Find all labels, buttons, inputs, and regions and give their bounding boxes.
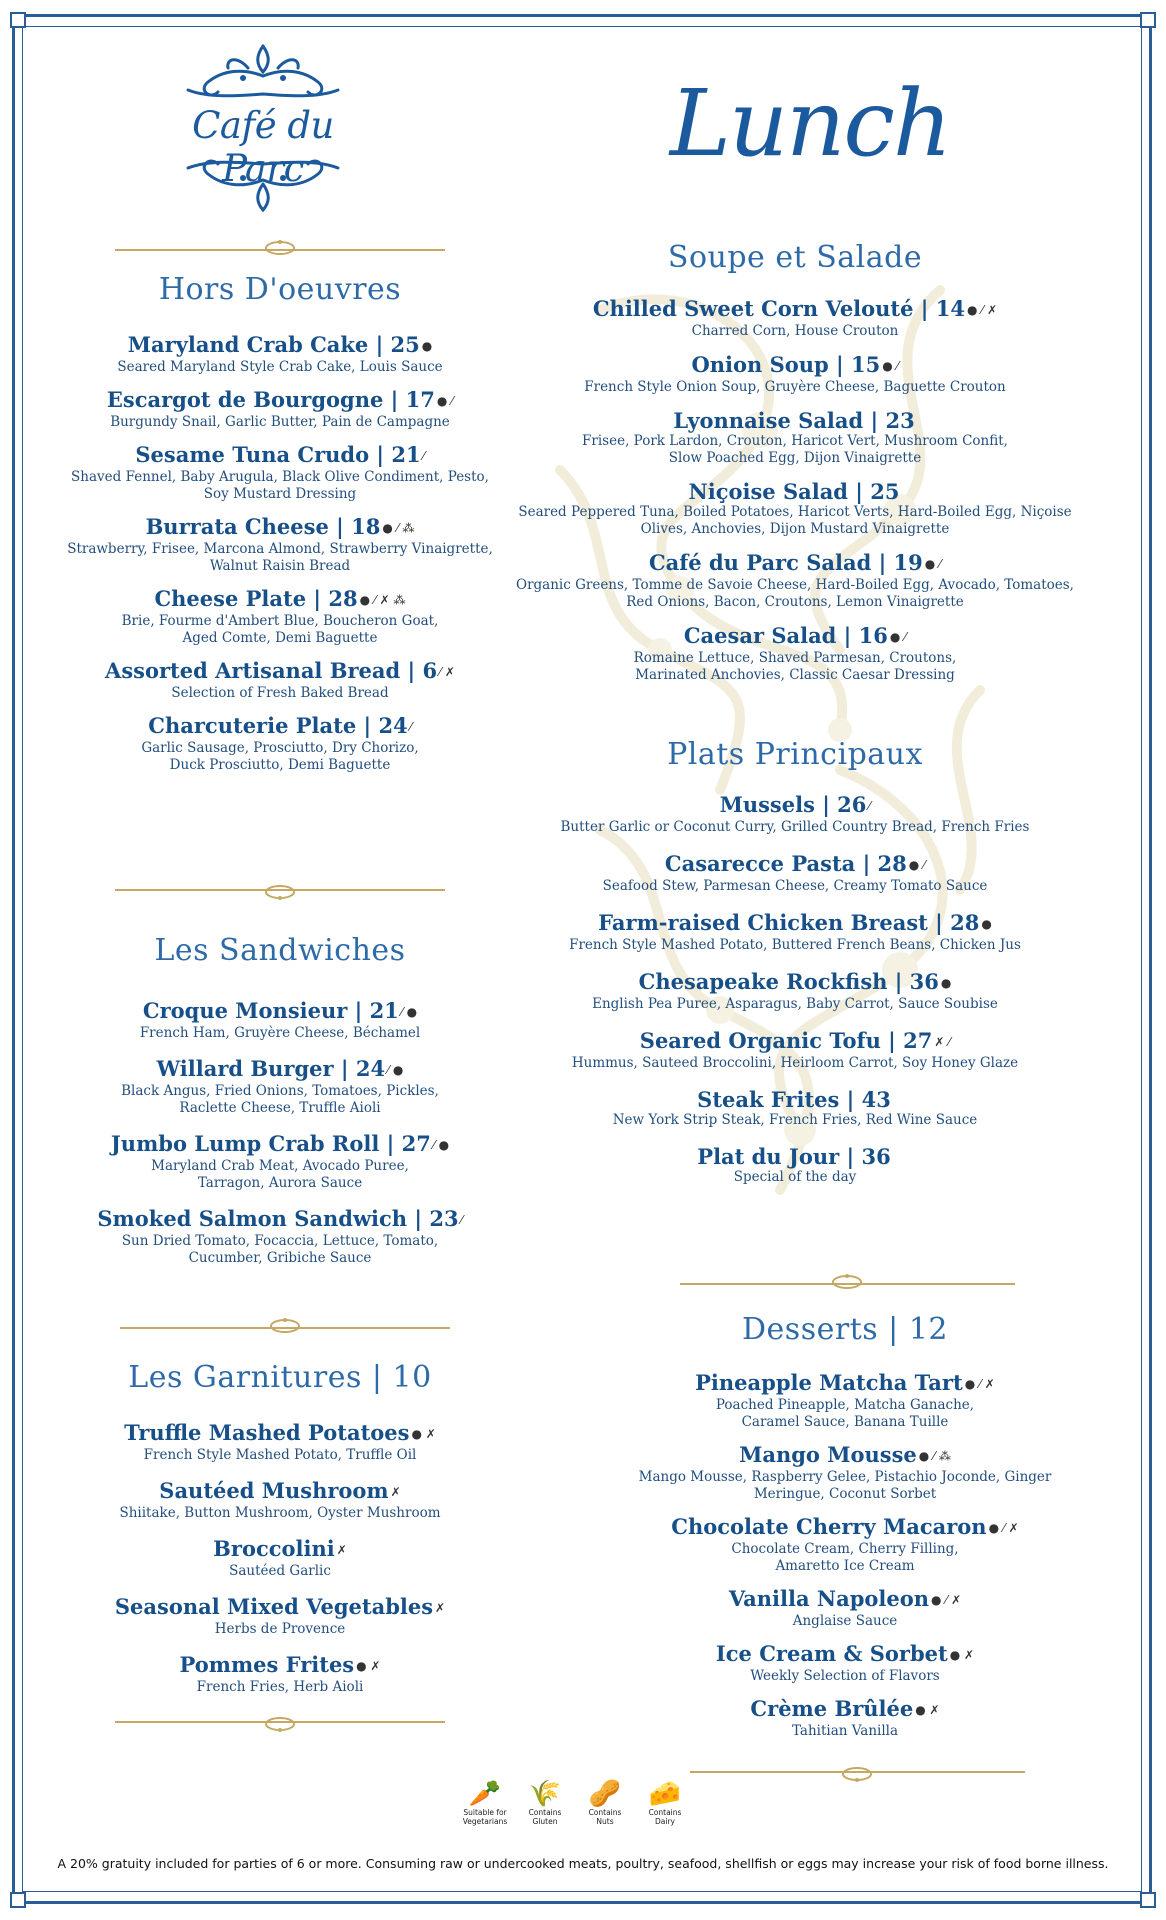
- menu-item: [580, 1370, 1110, 1431]
- divider: [115, 238, 445, 258]
- item-name: Seasonal Mixed Vegetables: [114, 1594, 434, 1619]
- item-description-line2: Marinated Anchovies, Classic Caesar Dressing: [635, 667, 955, 683]
- allergen-icons: ⁄: [460, 1213, 463, 1227]
- allergen-icons: ● ⁄: [908, 858, 926, 872]
- plats-list: [500, 792, 1090, 1201]
- allergen-icons: ● ⁄: [882, 359, 899, 373]
- allergen-icons: ● ⁄ ⁂: [382, 521, 415, 535]
- item-name: Assorted Artisanal Bread | 6: [105, 658, 438, 683]
- allergen-icons: ⁄ ●: [432, 1138, 450, 1152]
- item-description-line2: Cucumber, Gribiche Sauce: [188, 1250, 372, 1266]
- item-description: French Ham, Gruyère Cheese, Béchamel: [139, 1025, 421, 1041]
- item-name: Croque Monsieur | 21: [142, 998, 399, 1023]
- item-description-line2: Caramel Sauce, Banana Tuille: [741, 1414, 949, 1430]
- allergen-icons: ⁄: [868, 799, 871, 813]
- allergen-icons: ●: [940, 976, 952, 990]
- menu-item: [500, 479, 1090, 538]
- menu-title: Lunch: [669, 70, 951, 177]
- allergen-icons: ● ⁄: [924, 557, 942, 571]
- allergen-icons: ● ⁄: [889, 630, 907, 644]
- item-description-line2: Slow Poached Egg, Dijon Vinaigrette: [668, 450, 922, 466]
- menu-item: [500, 1028, 1090, 1072]
- menu-item: [500, 792, 1090, 836]
- menu-item: [500, 969, 1090, 1013]
- divider: [115, 880, 445, 900]
- divider: [120, 1316, 450, 1336]
- item-description: Chocolate Cream, Cherry Filling,: [731, 1541, 959, 1557]
- item-description: Maryland Crab Meat, Avocado Puree,: [151, 1158, 409, 1174]
- menu-item: [580, 1442, 1110, 1503]
- allergen-icons: ●: [421, 339, 433, 353]
- menu-item: [500, 1144, 1090, 1186]
- menu-item: [40, 1206, 520, 1267]
- allergen-icons: ⁄ ●: [387, 1063, 404, 1077]
- menu-item: [40, 713, 520, 774]
- allergen-icons: ⁄ ✗: [439, 665, 455, 679]
- legend-label: Nuts: [596, 1817, 614, 1826]
- allergen-icons: ⁄: [409, 720, 412, 734]
- legend-label: Suitable for: [463, 1808, 507, 1817]
- item-name: Plat du Jour | 36: [697, 1144, 891, 1169]
- item-description-line2: Soy Mustard Dressing: [203, 486, 357, 502]
- allergen-icons: ● ⁄ ✗: [988, 1521, 1019, 1535]
- item-description: French Style Onion Soup, Gruyère Cheese, Baguette Crouton: [584, 379, 1006, 395]
- corner-ornament: [1140, 12, 1156, 28]
- menu-item: [40, 1131, 520, 1192]
- item-description: Shiitake, Button Mushroom, Oyster Mushroom: [119, 1505, 441, 1521]
- item-description: Charred Corn, House Crouton: [691, 323, 899, 339]
- legend-item: [455, 1780, 515, 1826]
- item-description: Frisee, Pork Lardon, Crouton, Haricot Vert, Mushroom Confit,: [582, 433, 1008, 449]
- allergen-icons: ⁄ ●: [400, 1005, 418, 1019]
- item-description: French Style Mashed Potato, Buttered French Beans, Chicken Jus: [569, 937, 1021, 953]
- menu-item: [500, 296, 1090, 340]
- menu-item: [40, 1478, 520, 1522]
- section-title-hors: Hors D'oeuvres: [158, 272, 402, 307]
- item-name: Lyonnaise Salad | 23: [673, 408, 915, 433]
- section-title-desserts: Desserts | 12: [742, 1312, 948, 1347]
- menu-item: [40, 586, 520, 647]
- item-name: Farm-raised Chicken Breast | 28: [598, 910, 980, 935]
- item-name: Casarecce Pasta | 28: [664, 851, 907, 876]
- menu-item: [580, 1696, 1110, 1740]
- item-description: Hummus, Sauteed Broccolini, Heirloom Carrot, Soy Honey Glaze: [571, 1055, 1019, 1071]
- item-name: Smoked Salmon Sandwich | 23: [97, 1206, 459, 1231]
- allergen-icons: ● ⁄ ✗: [931, 1593, 962, 1607]
- item-name: Truffle Mashed Potatoes: [124, 1420, 410, 1445]
- corner-ornament: [10, 1892, 26, 1908]
- menu-item: [500, 1087, 1090, 1129]
- item-description: Sautéed Garlic: [229, 1563, 331, 1579]
- item-description-line2: Olives, Anchovies, Dijon Mustard Vinaigrette: [640, 521, 950, 537]
- item-name: Pommes Frites: [179, 1652, 355, 1677]
- item-name: Broccolini: [213, 1536, 335, 1561]
- item-description: Special of the day: [733, 1169, 857, 1185]
- soupe-list: [500, 296, 1090, 696]
- legend-item: [515, 1780, 575, 1826]
- menu-item: [40, 1594, 520, 1638]
- item-name: Ice Cream & Sorbet: [715, 1641, 948, 1666]
- allergen-icons: ● ⁄ ✗: [964, 1377, 995, 1391]
- menu-item: [500, 623, 1090, 684]
- item-name: Café du Parc Salad | 19: [648, 550, 923, 575]
- item-description: New York Strip Steak, French Fries, Red Wine Sauce: [612, 1112, 978, 1128]
- section-title-garnitures: Les Garnitures | 10: [128, 1360, 432, 1395]
- item-description: Butter Garlic or Coconut Curry, Grilled Country Bread, French Fries: [560, 819, 1030, 835]
- wheat-icon: 🌾: [528, 1779, 562, 1809]
- menu-item: [40, 1652, 520, 1696]
- item-description: Poached Pineapple, Matcha Ganache,: [715, 1397, 975, 1413]
- item-description-line2: Meringue, Coconut Sorbet: [753, 1486, 937, 1502]
- corner-ornament: [10, 12, 26, 28]
- item-name: Onion Soup | 15: [691, 352, 881, 377]
- item-description: English Pea Puree, Asparagus, Baby Carrot, Sauce Soubise: [592, 996, 998, 1012]
- item-description-line2: Red Onions, Bacon, Croutons, Lemon Vinaigrette: [626, 594, 964, 610]
- item-description: Tahitian Vanilla: [791, 1723, 899, 1739]
- item-description: Romaine Lettuce, Shaved Parmesan, Croutons,: [633, 650, 957, 666]
- menu-item: [580, 1514, 1110, 1575]
- allergen-icons: ●: [981, 917, 992, 931]
- allergen-icons: ✗ ⁄: [934, 1035, 951, 1049]
- item-name: Chilled Sweet Corn Velouté | 14: [592, 296, 965, 321]
- allergen-icons: ● ✗: [411, 1427, 436, 1441]
- allergen-icons: ● ⁄ ⁂: [918, 1449, 951, 1463]
- item-name: Niçoise Salad | 25: [688, 479, 900, 504]
- legend-label: Contains: [588, 1808, 622, 1817]
- footnote: A 20% gratuity included for parties of 6 or more. Consuming raw or undercooked meats, poultry, seafood, shellfish or eggs may increase your risk of food borne illness.: [57, 1856, 1109, 1871]
- allergen-icons: ✗: [435, 1601, 446, 1615]
- item-name: Caesar Salad | 16: [683, 623, 888, 648]
- legend-label: Contains: [648, 1808, 682, 1817]
- item-name: Charcuterie Plate | 24: [148, 713, 408, 738]
- menu-item: [40, 998, 520, 1042]
- corner-ornament: [1140, 1892, 1156, 1908]
- item-description: Black Angus, Fried Onions, Tomatoes, Pickles,: [121, 1083, 439, 1099]
- cafe-logo: [148, 38, 378, 218]
- item-description-line2: Tarragon, Aurora Sauce: [197, 1175, 363, 1191]
- menu-item: [500, 851, 1090, 895]
- item-description: Organic Greens, Tomme de Savoie Cheese, Hard-Boiled Egg, Avocado, Tomatoes,: [516, 577, 1074, 593]
- brand-name: Café du Parc: [192, 104, 334, 190]
- section-title-plats: Plats Principaux: [667, 737, 923, 772]
- sandwiches-list: [40, 998, 520, 1281]
- item-name: Burrata Cheese | 18: [145, 514, 381, 539]
- item-description: Weekly Selection of Flavors: [750, 1668, 940, 1684]
- menu-item: [580, 1586, 1110, 1630]
- divider: [690, 1762, 1025, 1782]
- legend-label: Dairy: [655, 1817, 675, 1826]
- menu-item: [40, 1056, 520, 1117]
- menu-item: [40, 332, 520, 376]
- item-description: Seafood Stew, Parmesan Cheese, Creamy Tomato Sauce: [602, 878, 988, 894]
- legend-label: Contains: [528, 1808, 562, 1817]
- allergen-icons: ● ✗: [915, 1703, 940, 1717]
- item-description: Herbs de Provence: [214, 1621, 346, 1637]
- item-description: Selection of Fresh Baked Bread: [171, 685, 389, 701]
- nuts-icon: 🥜: [588, 1779, 622, 1809]
- item-name: Sautéed Mushroom: [159, 1478, 389, 1503]
- item-description-line2: Walnut Raisin Bread: [209, 558, 351, 574]
- item-description: French Fries, Herb Aioli: [196, 1679, 364, 1695]
- menu-item: [40, 387, 520, 431]
- menu-item: [40, 442, 520, 503]
- legend-label: Gluten: [532, 1817, 558, 1826]
- item-description: Sun Dried Tomato, Focaccia, Lettuce, Tomato,: [121, 1233, 439, 1249]
- item-description: Anglaise Sauce: [792, 1613, 898, 1629]
- allergen-icons: ● ⁄ ✗: [966, 303, 998, 317]
- menu-item: [500, 408, 1090, 467]
- divider: [115, 1712, 445, 1732]
- allergen-icons: ● ⁄ ✗ ⁂: [359, 593, 406, 607]
- menu-item: [580, 1641, 1110, 1685]
- item-name: Sesame Tuna Crudo | 21: [135, 442, 421, 467]
- item-description-line2: Duck Prosciutto, Demi Baguette: [169, 757, 391, 773]
- item-description: Mango Mousse, Raspberry Gelee, Pistachio Joconde, Ginger: [638, 1469, 1052, 1485]
- garnitures-list: [40, 1420, 520, 1710]
- allergen-icons: ● ✗: [356, 1659, 381, 1673]
- allergen-icons: ● ⁄: [436, 394, 454, 408]
- item-name: Pineapple Matcha Tart: [695, 1370, 963, 1395]
- menu-item: [500, 352, 1090, 396]
- allergen-icons: ✗: [390, 1485, 401, 1499]
- menu-item: [40, 658, 520, 702]
- legend-item: [635, 1780, 695, 1826]
- divider: [680, 1272, 1015, 1292]
- item-name: Escargot de Bourgogne | 17: [106, 387, 435, 412]
- item-name: Cheese Plate | 28: [154, 586, 358, 611]
- item-name: Willard Burger | 24: [156, 1056, 386, 1081]
- menu-item: [40, 514, 520, 575]
- item-name: Crème Brûlée: [750, 1696, 914, 1721]
- allergen-icons: ✗: [336, 1543, 347, 1557]
- item-name: Seared Organic Tofu | 27: [639, 1028, 933, 1053]
- item-name: Mango Mousse: [739, 1442, 917, 1467]
- item-name: Chesapeake Rockfish | 36: [638, 969, 939, 994]
- item-description: Garlic Sausage, Prosciutto, Dry Chorizo,: [141, 740, 419, 756]
- section-title-soupe: Soupe et Salade: [667, 240, 923, 275]
- item-name: Vanilla Napoleon: [728, 1586, 930, 1611]
- item-name: Jumbo Lump Crab Roll | 27: [110, 1131, 431, 1156]
- legend-label: Vegetarians: [462, 1817, 508, 1826]
- item-name: Mussels | 26: [719, 792, 867, 817]
- section-title-sandwiches: Les Sandwiches: [154, 933, 406, 968]
- legend-item: [575, 1780, 635, 1826]
- item-description-line2: Aged Comte, Demi Baguette: [182, 630, 378, 646]
- item-description: Burgundy Snail, Garlic Butter, Pain de Campagne: [110, 414, 450, 430]
- item-description: Seared Peppered Tuna, Boiled Potatoes, Haricot Verts, Hard-Boiled Egg, Niçoise: [518, 504, 1072, 520]
- desserts-list: [580, 1370, 1110, 1751]
- item-description: Shaved Fennel, Baby Arugula, Black Olive Condiment, Pesto,: [71, 469, 489, 485]
- allergen-icons: ⁄: [422, 449, 425, 463]
- item-description: Seared Maryland Style Crab Cake, Louis Sauce: [117, 359, 443, 375]
- allergen-icons: ● ✗: [949, 1648, 975, 1662]
- item-description: French Style Mashed Potato, Truffle Oil: [143, 1447, 417, 1463]
- item-description-line2: Amaretto Ice Cream: [775, 1558, 915, 1574]
- menu-item: [500, 910, 1090, 954]
- menu-item: [40, 1536, 520, 1580]
- item-description: Strawberry, Frisee, Marcona Almond, Strawberry Vinaigrette,: [67, 541, 493, 557]
- cheese-icon: 🧀: [648, 1779, 682, 1809]
- hors-list: [40, 332, 520, 785]
- item-description-line2: Raclette Cheese, Truffle Aioli: [179, 1100, 381, 1116]
- allergen-legend: [455, 1780, 705, 1840]
- item-name: Chocolate Cherry Macaron: [671, 1514, 987, 1539]
- menu-item: [500, 550, 1090, 611]
- item-name: Maryland Crab Cake | 25: [127, 332, 420, 357]
- menu-item: [40, 1420, 520, 1464]
- carrot-icon: 🥕: [468, 1779, 502, 1809]
- item-name: Steak Frites | 43: [697, 1087, 891, 1112]
- item-description: Brie, Fourme d'Ambert Blue, Boucheron Goat,: [121, 613, 439, 629]
